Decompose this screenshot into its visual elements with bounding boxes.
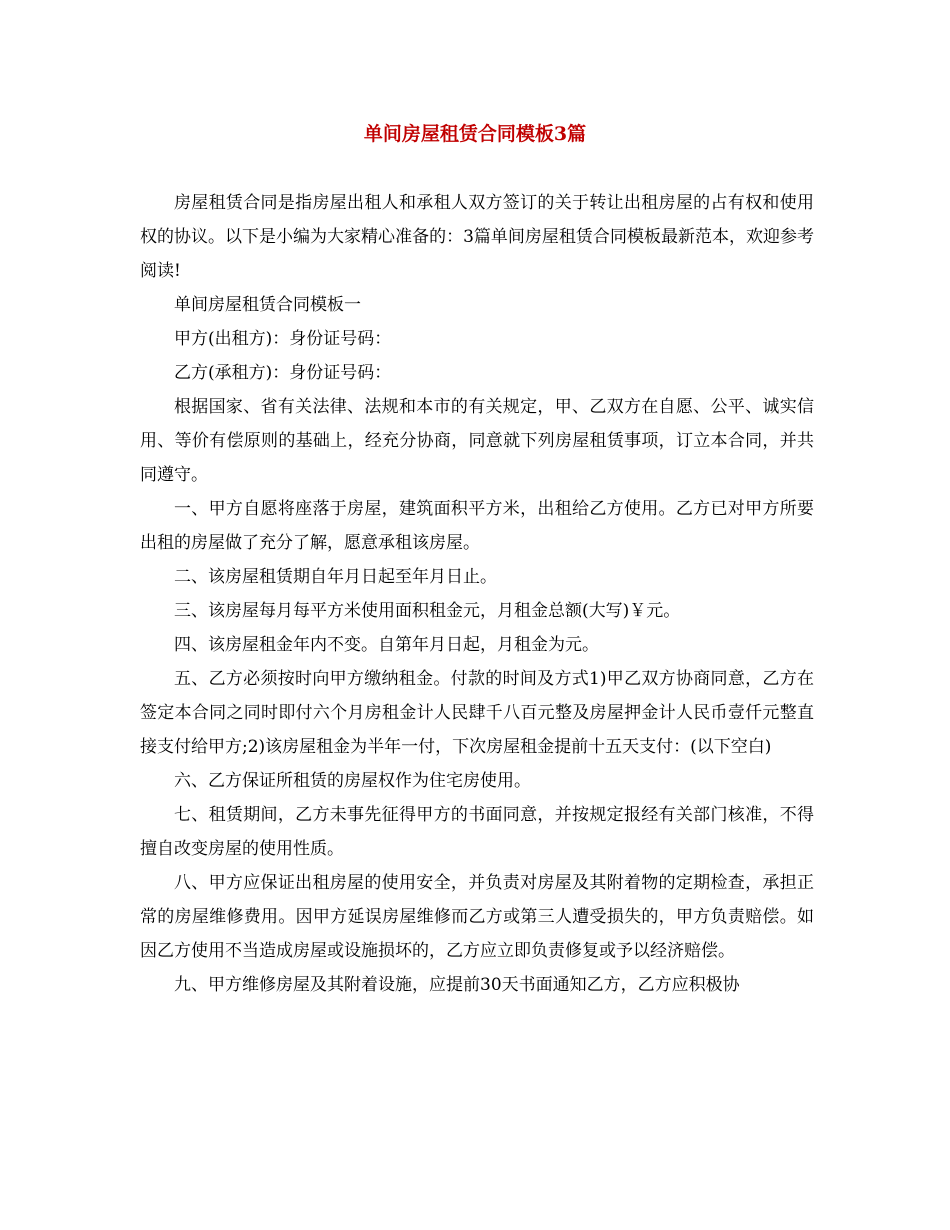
paragraph-clause-7: 七、租赁期间，乙方未事先征得甲方的书面同意，并按规定报经有关部门核准，不得擅自改变房屋的使用性质。 bbox=[140, 805, 814, 859]
document-body bbox=[140, 186, 814, 1002]
paragraph-intro: 房屋租赁合同是指房屋出租人和承租人双方签订的关于转让出租房屋的占有权和使用权的协议。以下是小编为大家精心准备的：3篇单间房屋租赁合同模板最新范本，欢迎参考阅读! bbox=[140, 193, 814, 281]
paragraph-clause-3: 三、该房屋每月每平方米使用面积租金元，月租金总额(大写)￥元。 bbox=[174, 601, 681, 621]
paragraph-clause-4: 四、该房屋租金年内不变。自第年月日起，月租金为元。 bbox=[174, 635, 599, 655]
paragraph-party-b: 乙方(承租方)：身份证号码： bbox=[174, 363, 392, 383]
paragraph-clause-8: 八、甲方应保证出租房屋的使用安全，并负责对房屋及其附着物的定期检查，承担正常的房屋维修费用。因甲方延误房屋维修而乙方或第三人遭受损失的，甲方负责赔偿。如因乙方使用不当造成房屋或设施损坏的，乙方应立即负责修复或予以经济赔偿。 bbox=[140, 873, 814, 961]
paragraph-clause-6: 六、乙方保证所租赁的房屋权作为住宅房使用。 bbox=[174, 771, 531, 791]
paragraph-clause-9: 九、甲方维修房屋及其附着设施，应提前30天书面通知乙方，乙方应积极协 bbox=[174, 975, 740, 995]
paragraph-party-a: 甲方(出租方)：身份证号码： bbox=[174, 329, 392, 349]
paragraph-clause-5: 五、乙方必须按时向甲方缴纳租金。付款的时间及方式1)甲乙双方协商同意，乙方在签定本合同之同时即付六个月房租金计人民肆千八百元整及房屋押金计人民币壹仟元整直接支付给甲方;2)该房屋租金为半年一付，下次房屋租金提前十五天支付：(以下空白) bbox=[140, 669, 814, 757]
paragraph-preamble: 根据国家、省有关法律、法规和本市的有关规定，甲、乙双方在自愿、公平、诚实信用、等价有偿原则的基础上，经充分协商，同意就下列房屋租赁事项，订立本合同，并共同遵守。 bbox=[140, 397, 814, 485]
document-title: 单间房屋租赁合同模板3篇 bbox=[363, 123, 587, 145]
paragraph-template-heading: 单间房屋租赁合同模板一 bbox=[174, 295, 361, 315]
paragraph-clause-1: 一、甲方自愿将座落于房屋，建筑面积平方米，出租给乙方使用。乙方已对甲方所要出租的房屋做了充分了解，愿意承租该房屋。 bbox=[140, 499, 814, 553]
paragraph-clause-2: 二、该房屋租赁期自年月日起至年月日止。 bbox=[174, 567, 497, 587]
